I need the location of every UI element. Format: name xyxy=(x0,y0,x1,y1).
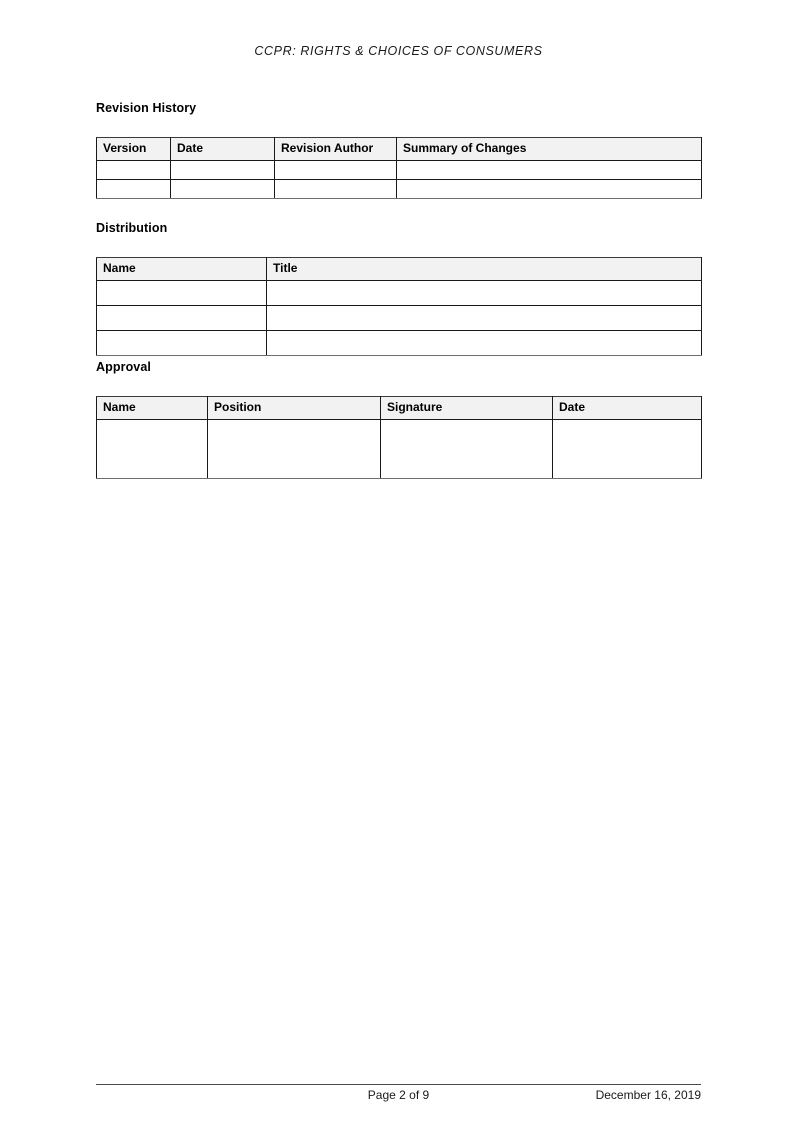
cell-title[interactable] xyxy=(267,331,702,356)
footer-page-number: Page 2 of 9 xyxy=(367,1088,430,1102)
cell-title[interactable] xyxy=(267,306,702,331)
column-header-summary-of-changes: Summary of Changes xyxy=(397,138,702,161)
table-header-row xyxy=(97,138,702,161)
document-footer xyxy=(96,1084,701,1110)
cell-version[interactable] xyxy=(97,180,171,199)
column-header-title: Title xyxy=(267,258,702,281)
distribution-table-wrapper xyxy=(96,257,702,356)
table-row[interactable] xyxy=(97,281,702,306)
cell-name[interactable] xyxy=(97,331,267,356)
distribution-table xyxy=(96,257,702,356)
footer-row xyxy=(96,1088,701,1110)
column-header-date: Date xyxy=(553,397,702,420)
table-row[interactable] xyxy=(97,420,702,479)
column-header-name: Name xyxy=(97,397,208,420)
cell-signature[interactable] xyxy=(381,420,553,479)
section-heading-revision-history: Revision History xyxy=(96,101,197,115)
section-heading-distribution: Distribution xyxy=(96,221,168,235)
column-header-position: Position xyxy=(208,397,381,420)
revision-history-table-wrapper xyxy=(96,137,702,199)
document-header xyxy=(96,44,701,58)
revision-history-table xyxy=(96,137,702,199)
column-header-name: Name xyxy=(97,258,267,281)
table-row[interactable] xyxy=(97,331,702,356)
footer-date: December 16, 2019 xyxy=(595,1088,701,1102)
cell-title[interactable] xyxy=(267,281,702,306)
table-row[interactable] xyxy=(97,306,702,331)
cell-position[interactable] xyxy=(208,420,381,479)
cell-summary-of-changes[interactable] xyxy=(397,161,702,180)
column-header-signature: Signature xyxy=(381,397,553,420)
table-header-row xyxy=(97,397,702,420)
cell-name[interactable] xyxy=(97,420,208,479)
cell-date[interactable] xyxy=(171,161,275,180)
column-header-version: Version xyxy=(97,138,171,161)
cell-name[interactable] xyxy=(97,281,267,306)
cell-summary-of-changes[interactable] xyxy=(397,180,702,199)
cell-revision-author[interactable] xyxy=(275,180,397,199)
header-title: CCPR: RIGHTS & CHOICES OF CONSUMERS xyxy=(254,44,543,58)
cell-date[interactable] xyxy=(171,180,275,199)
section-heading-approval: Approval xyxy=(96,360,151,374)
table-header-row xyxy=(97,258,702,281)
column-header-revision-author: Revision Author xyxy=(275,138,397,161)
footer-divider xyxy=(96,1084,701,1085)
column-header-date: Date xyxy=(171,138,275,161)
table-row[interactable] xyxy=(97,161,702,180)
cell-revision-author[interactable] xyxy=(275,161,397,180)
approval-table xyxy=(96,396,702,479)
approval-table-wrapper xyxy=(96,396,702,479)
cell-name[interactable] xyxy=(97,306,267,331)
cell-version[interactable] xyxy=(97,161,171,180)
cell-date[interactable] xyxy=(553,420,702,479)
table-row[interactable] xyxy=(97,180,702,199)
